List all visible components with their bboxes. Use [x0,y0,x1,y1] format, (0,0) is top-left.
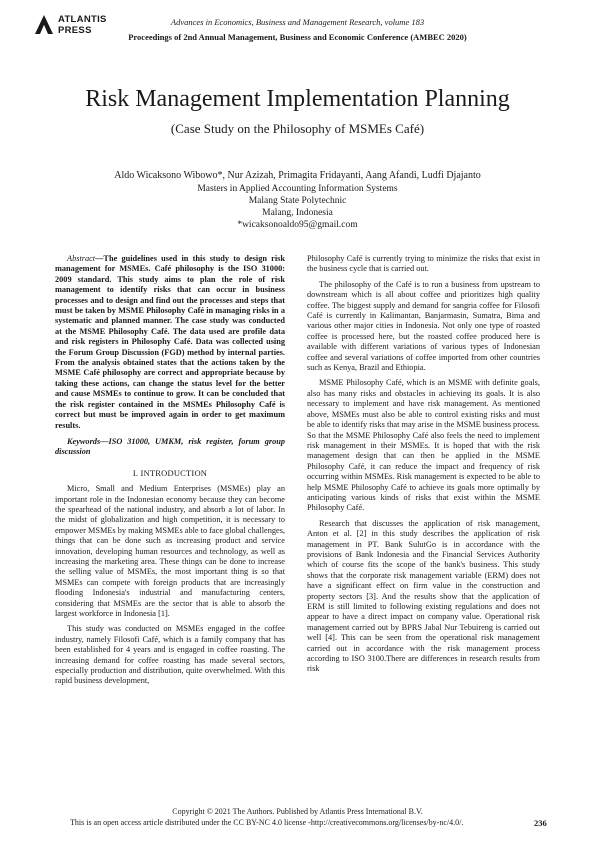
abstract-label: Abstract [67,254,96,263]
abstract-text: —The guidelines used in this study to design risk management for MSMEs. Café philosophy is the ISO 31000: 2009 standard. This study aims to plan the role of risk management to identify risks that can occur in business processes and to design and find out the processes and steps that must be taken by MSME Philosophy Café in managing risks in a systematic and planned manner. The case study was conducted at the MSME Philosophy Café. The data used are profile data and risk registers in Philosophy Café. Data was collected using the Forum Group Discussion (FGD) method by internal parties. From the analysis obtained states that the actions taken by the MSME Café philosophy are correct and appropriate because by taking these actions, can change the status level for the better and cause MSMEs to continue to grow. It can be concluded that the risk register contained in the MSMEs Philosophy Café is correct but must be improved again in order to get maximum results. [55,254,285,430]
body-paragraph: Research that discusses the application of risk management, Anton et al. [2] in this study describes the application of risk management in PT. Bank SulutGo is in accordance with the provisions of Bank Indonesia and the Financial Services Authority which of course fits the scope of the bank's business. This study shows that the corporate risk management variable (ERM) does not have a significant effect on firm value in the construction and property sectors [3]. And the results show that the application of ERM is still limited to following existing regulations and does not appear to have a direct impact on company value. Operational risk management carried out by BPRS Jabal Nur Tebuireng is carried out well [4]. This can be seen from the operational risk management carried out in accordance with the risk management process according to ISO 3100.There are differences in research results from risk [307,518,540,674]
section-heading-introduction: I. INTRODUCTION [132,467,208,478]
logo-text-line2: PRESS [58,25,92,36]
affiliation-institution: Malang State Polytechnic [248,196,347,206]
abstract [55,254,285,431]
logo-text-line1: ATLANTIS [58,14,107,25]
body-paragraph: Philosophy Café is currently trying to minimize the risks that exist in the business cycle that is carried out. [307,254,540,274]
copyright-notice: Copyright © 2021 The Authors. Published by Atlantis Press International B.V. [172,807,423,816]
paper-subtitle: (Case Study on the Philosophy of MSMEs Café) [170,121,425,136]
corresponding-email: *wicaksonoaldo95@gmail.com [237,220,358,230]
body-paragraph: This study was conducted on MSMEs engaged in the coffee industry, namely Filosofi Café, which is a family company that has been established for 4 years and is engaged in coffee roasting. The increasing demand for coffee roasting has made several sectors, especially production and distribution, quite overwhelmed. With this rapid business development, [55,624,285,686]
right-column [307,254,540,680]
proceedings-name: Proceedings of 2nd Annual Management, Business and Economic Conference (AMBEC 2020) [128,32,467,42]
left-column [55,254,285,692]
keywords: Keywords—ISO 31000, UMKM, risk register, forum group discussion [55,436,285,457]
body-paragraph: MSME Philosophy Café, which is an MSME with definite goals, also has many risks and obstacles in achieving its goals. It is also necessary to implement and have risk management. As mentioned above, MSMEs must also be able to control existing risks and must be able to identify risks that may arise in the MSME business process. So that the MSME Philosophy Café also feels the need to implement risk management in their MSMEs. It is hoped that with the risk management design that can then be applied in the MSME Philosophy Café, it can reduce the impact and frequency of risk occurring within MSMEs. Risk management is expected to be able to help MSME Philosophy Café to achieve its goals more optimally by anticipating various kinds of risks that exist within the MSME Philosophy Café. [307,378,540,513]
body-paragraph: The philosophy of the Café is to run a business from upstream to downstream which is all about coffee and prioritizes high quality coffee. The biggest supply and demand for sangria coffee for Filosofi Café is currently in Kalimantan, Banjarmasin, Sumatra, Bima and various other major cities in Indonesia. Not only one type of roasted coffee is processed here, but the roasted coffee produced here is available with different variations of various types of Indonesian coffee and several variations of coffee imported from other countries such as Kenya, Brazil and Ethiopia. [307,279,540,373]
author-list: Aldo Wicaksono Wibowo*, Nur Azizah, Primagita Fridayanti, Aang Afandi, Ludfi Djajanto [114,170,481,181]
affiliation-location: Malang, Indonesia [262,208,333,218]
paper-title: Risk Management Implementation Planning [85,86,510,112]
affiliation-program: Masters in Applied Accounting Information Systems [197,184,398,194]
body-paragraph: Micro, Small and Medium Enterprises (MSMEs) play an important role in the Indonesian economy because they can become the spearhead of the national industry, and absorb a lot of labor. In the midst of globalization and high competition, it is necessary to empower MSMEs by making MSMEs able to face global challenges, things that can be done such as increasing product and service innovation, developing human resources and technology, as well as increasing the marketing area. These things can be done to increase the selling value of MSMEs, the most important thing is so that MSMEs can compete with foreign products that are increasingly flooding Indonesia's industrial and manufacturing centers, considering that MSMEs are the sector that is able to absorb the largest workforce in Indonesia [1]. [55,484,285,618]
license-notice: This is an open access article distributed under the CC BY-NC 4.0 license -http://creativecommons.org/licenses/by-nc/4.0/. [70,818,464,827]
page-number: 236 [534,818,547,828]
journal-name: Advances in Economics, Business and Management Research, volume 183 [170,17,425,27]
